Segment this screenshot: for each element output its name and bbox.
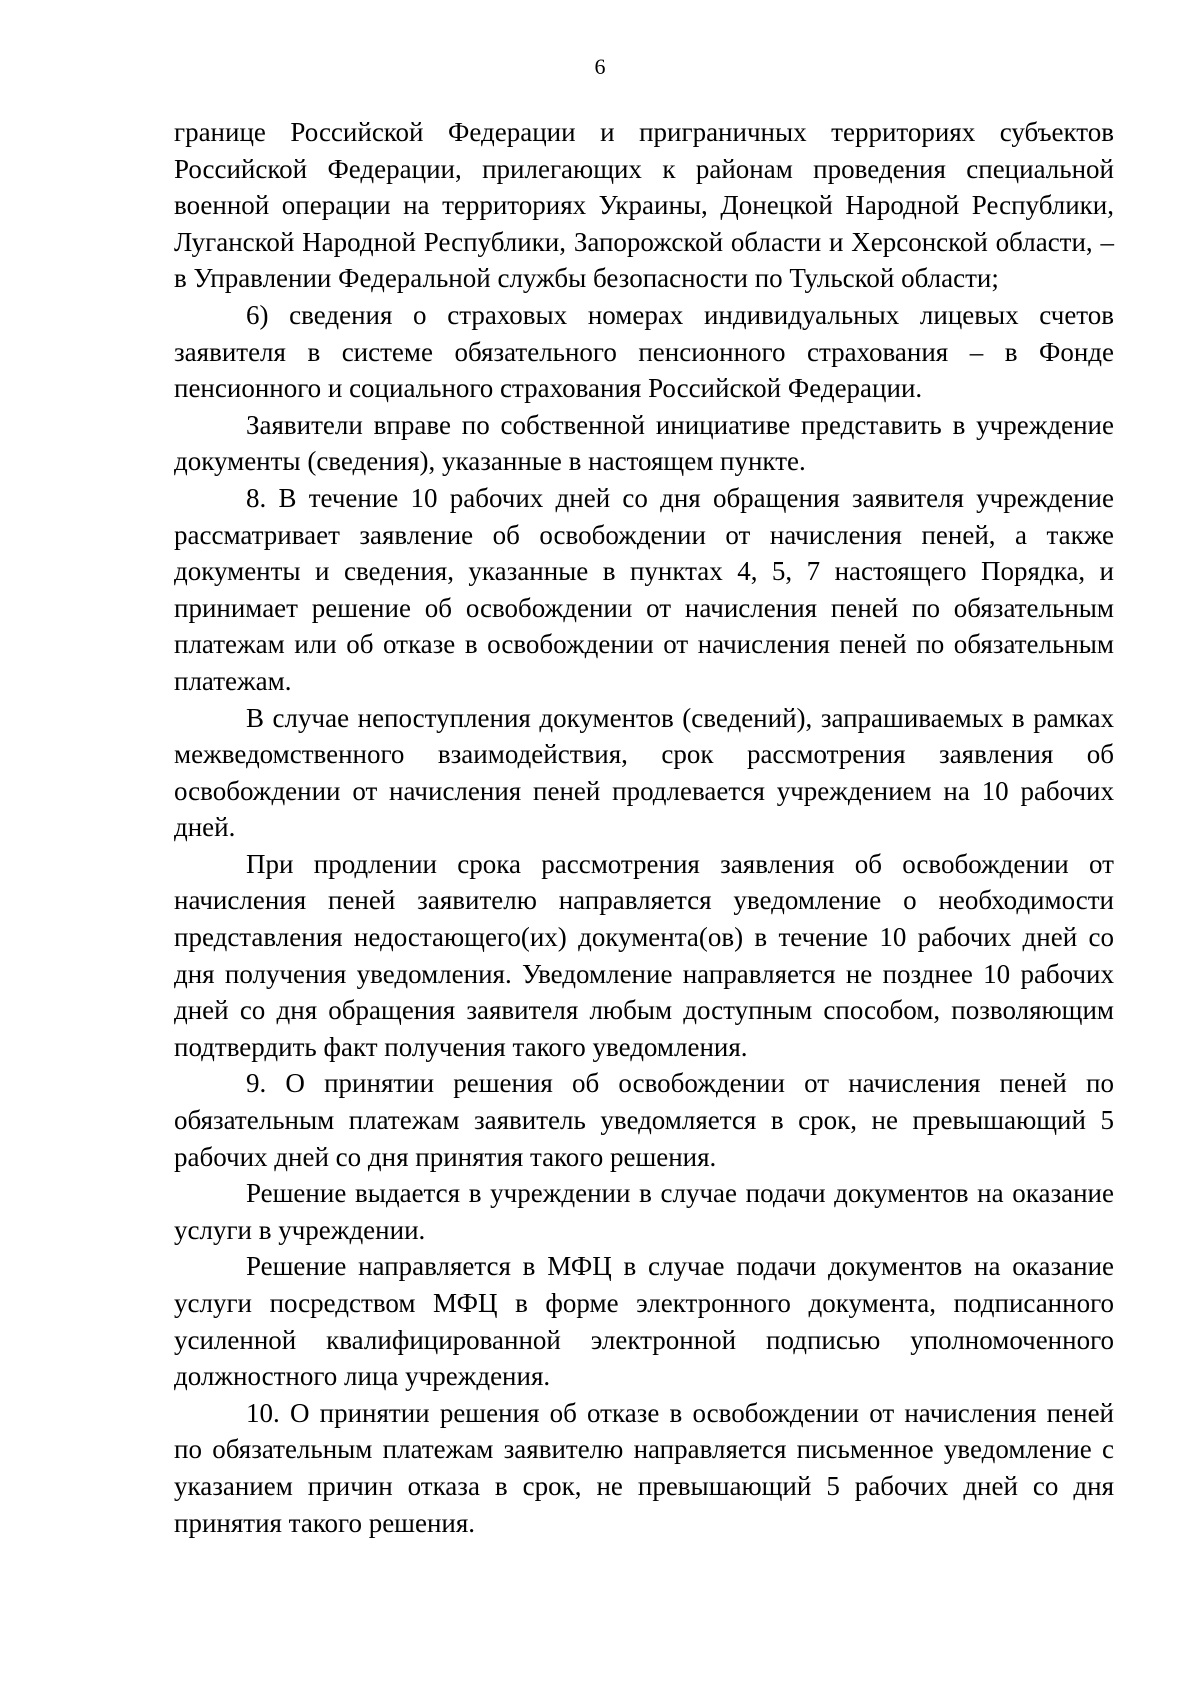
paragraph-item-6: 6) сведения о страховых номерах индивидуальных лицевых счетов заявителя в системе обязательного пенсионного страхования – в Фонде пенсионного и социального страхования Российской Федерации. — [174, 299, 1114, 404]
paragraph-point-9: 9. О принятии решения об освобождении от начисления пеней по обязательным платежам заявитель уведомляется в срок, не превышающий 5 рабочих дней со дня принятия такого решения. — [174, 1068, 1114, 1172]
paragraph-decision-sent-mfc: Решение направляется в МФЦ в случае подачи документов на оказание услуги посредством МФЦ в форме электронного документа, подписанного усиленной квалифицированной электронной подписью уполномоченного должностного лица учреждения. — [174, 1251, 1114, 1392]
paragraph-decision-issued: Решение выдается в учреждении в случае подачи документов на оказание услуги в учреждении. — [174, 1178, 1114, 1245]
paragraph-applicants-right: Заявители вправе по собственной инициативе представить в учреждение документы (сведения), указанные в настоящем пункте. — [174, 409, 1114, 477]
page-number: 6 — [594, 54, 606, 79]
paragraph-non-receipt: В случае непоступления документов (сведений), запрашиваемых в рамках межведомственного взаимодействия, срок рассмотрения заявления об освобождении от начисления пеней продлевается учреждением на 10 рабочих дней. — [174, 702, 1114, 843]
paragraph-continuation: границе Российской Федерации и приграничных территориях субъектов Российской Федерации, прилегающих к районам проведения специальной военной операции на территориях Украины, Донецкой Народной Республики, Луганской Народной Республики, Запорожской области и Херсонской области, – в Управлении Федеральной службы безопасности по Тульской области; — [174, 117, 1114, 294]
paragraph-extension: При продлении срока рассмотрения заявления об освобождении от начисления пеней заявителю направляется уведомление о необходимости представления недостающего(их) документа(ов) в течение 10 рабочих дней со дня получения уведомления. Уведомление направляется не позднее 10 рабочих дней со дня обращения заявителя любым доступным способом, позволяющим подтвердить факт получения такого уведомления. — [174, 848, 1114, 1062]
document-body — [174, 114, 1114, 1541]
paragraph-point-8: 8. В течение 10 рабочих дней со дня обращения заявителя учреждение рассматривает заявление об освобождении от начисления пеней, а также документы и сведения, указанные в пунктах 4, 5, 7 настоящего Порядка, и принимает решение об освобождении от начисления пеней по обязательным платежам или об отказе в освобождении от начисления пеней по обязательным платежам. — [174, 482, 1114, 696]
paragraph-point-10: 10. О принятии решения об отказе в освобождении от начисления пеней по обязательным платежам заявителю направляется письменное уведомление с указанием причин отказа в срок, не превышающий 5 рабочих дней со дня принятия такого решения. — [174, 1397, 1114, 1538]
